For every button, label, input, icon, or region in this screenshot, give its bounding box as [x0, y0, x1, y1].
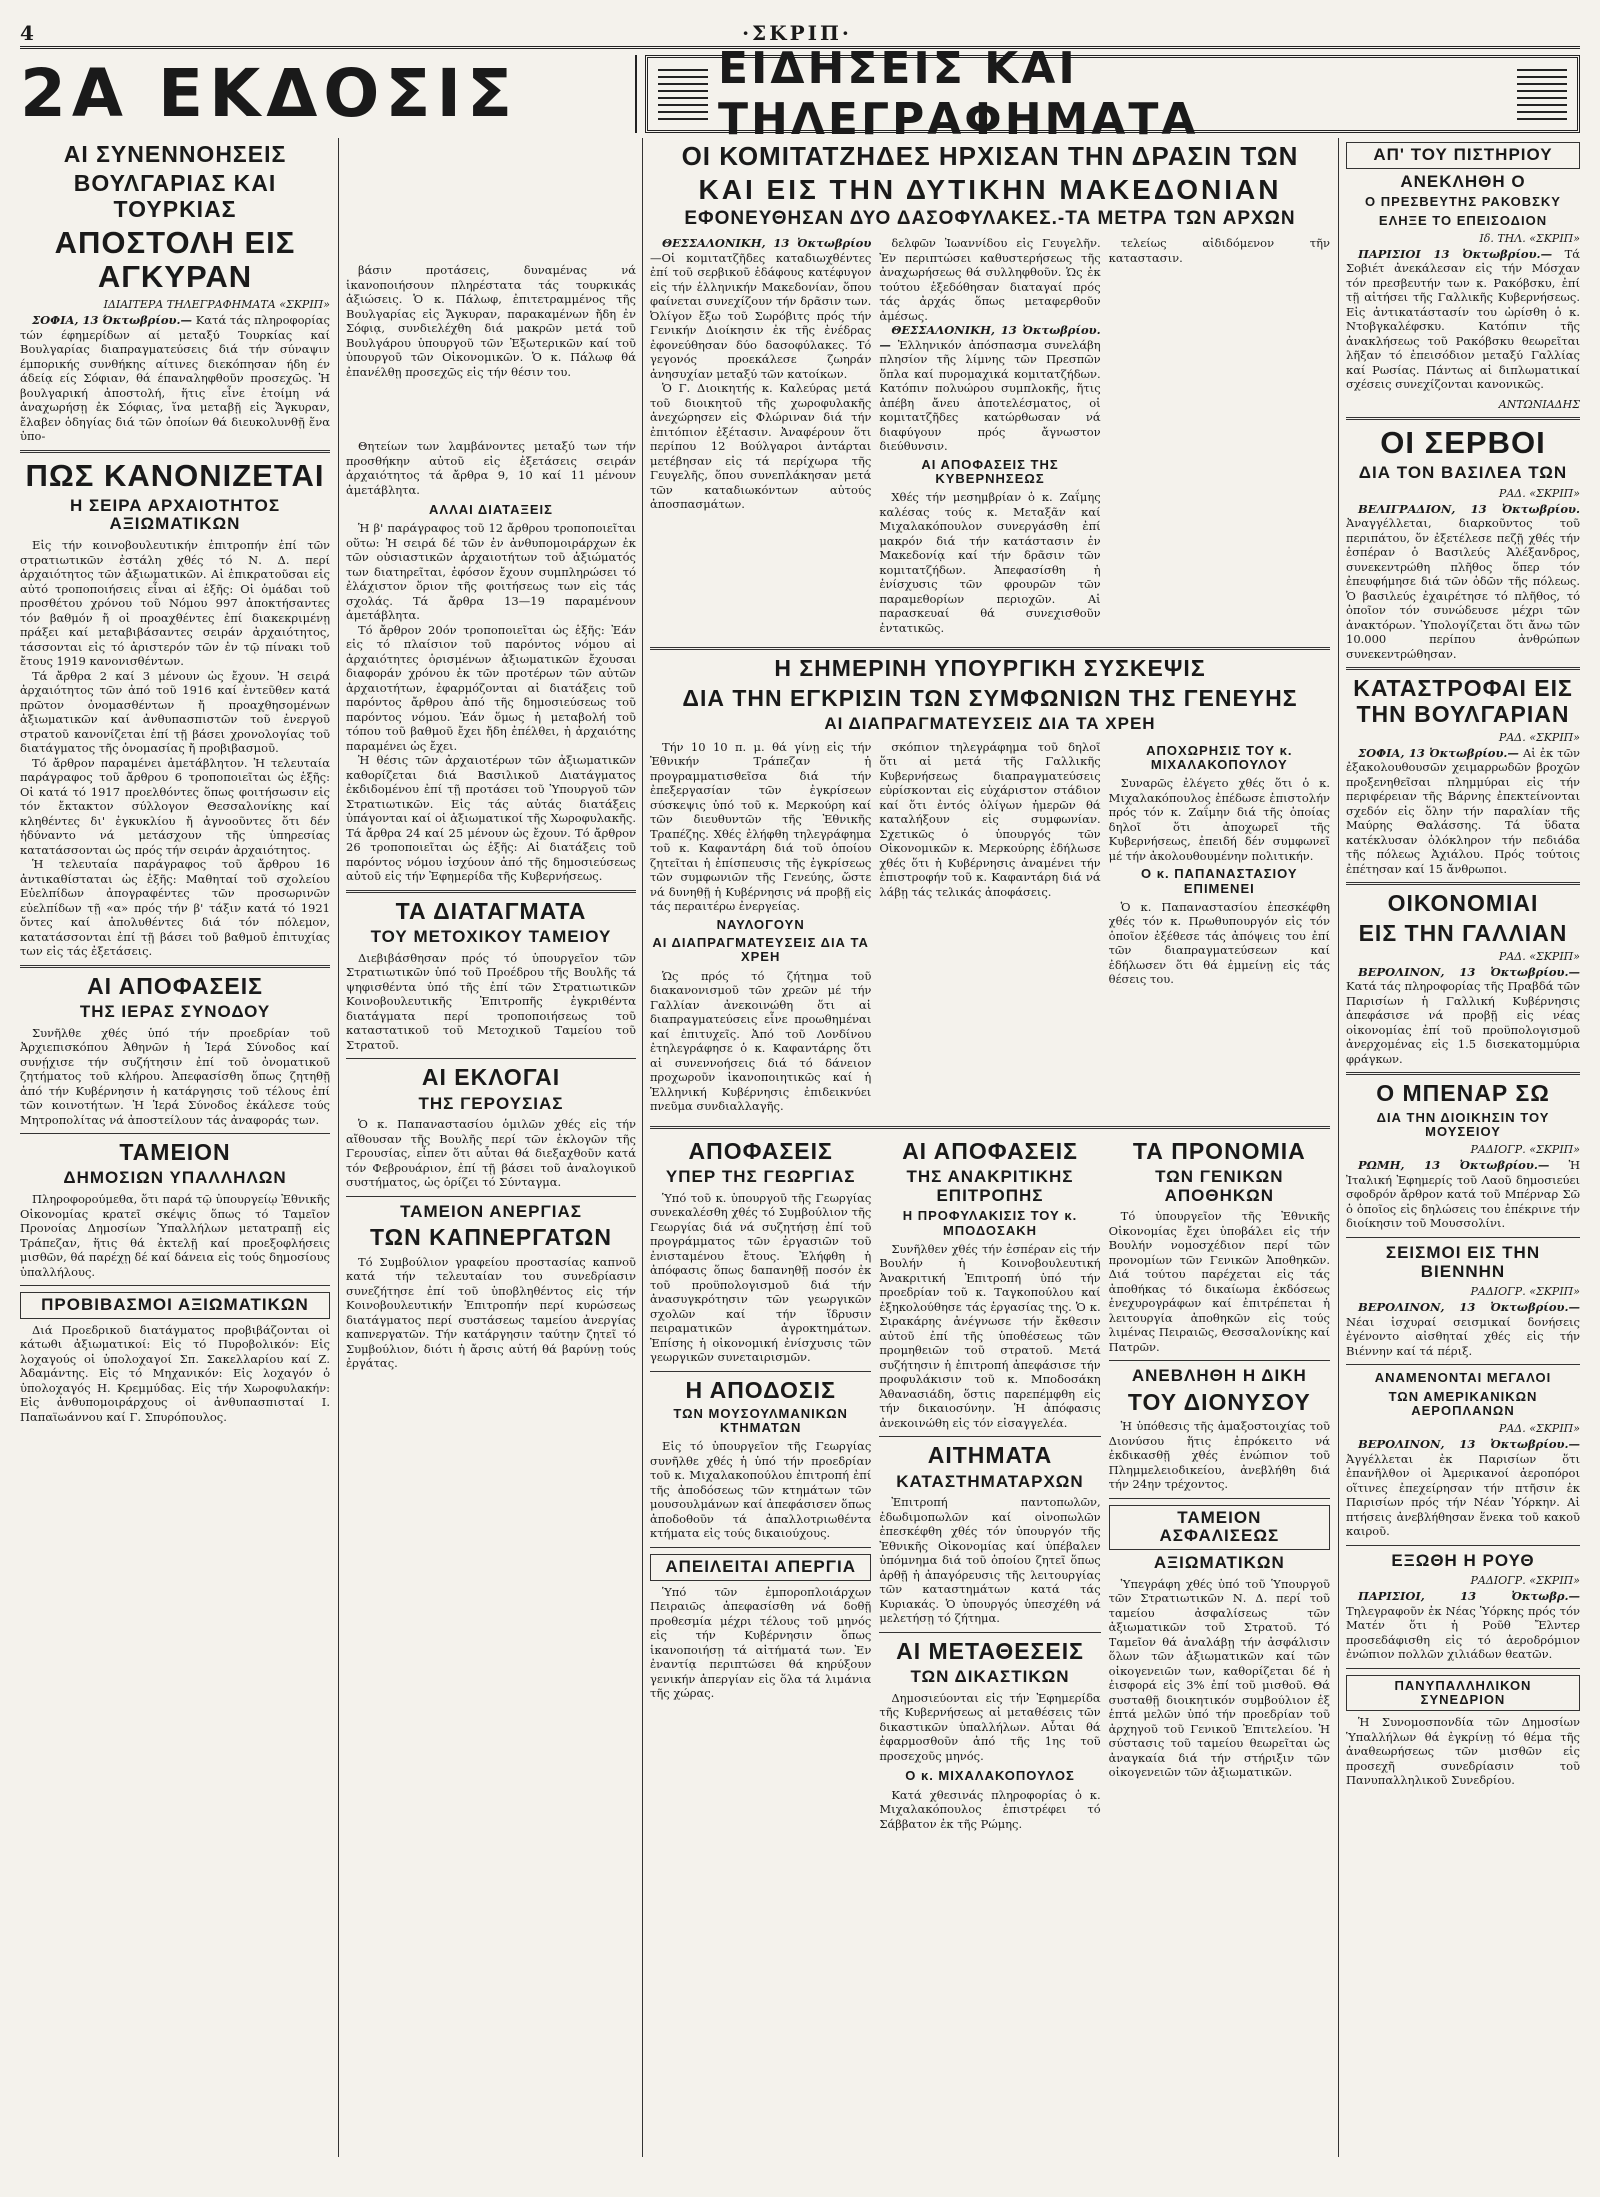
- headline: ΠΡΟΒΙΒΑΣΜΟΙ ΑΞΙΩΜΑΤΙΚΩΝ: [20, 1292, 330, 1319]
- separator: [1346, 1072, 1580, 1075]
- subheadline: Ο κ. ΜΙΧΑΛΑΚΟΠΟΥΛΟΣ: [905, 1768, 1075, 1784]
- article-text: Ἀγγέλλεται ἐκ Παρισίων ὅτι ἐπανῆλθον οἱ Ἀμερικανοί ἀεροπόροι οἵτινες ἐπεχείρησαν τήν πτῆσιν ἐκ Παρισίων πρός τήν Νέαν Ὑόρκην. Αἱ πτήσεις ἀνεβλήθησαν ἕνεκα τοῦ κακοῦ καιροῦ.: [1346, 1451, 1580, 1539]
- article-body: [346, 951, 636, 1053]
- banner-title: ΕΙΔΗΣΕΙΣ ΚΑΙ ΤΗΛΕΓΡΑΦΗΜΑΤΑ: [718, 43, 1199, 145]
- article-text: Συνῆλθε χθές ὑπό τήν προεδρίαν τοῦ Ἀρχιεπισκόπου Ἀθηνῶν ἡ Ἱερά Σύνοδος καί συνῄχισε τήν συζήτησιν ἐπί τοῦ ὀνοματικοῦ ζητήματος τοῦ κλήρου. Ἀπεφασίσθη ὅπως ζητηθῇ ἀπό τήν Κυβέρνησιν ἡ κατάργησις τοῦ τέλους ἐπί τῶν κοινοτήτων. Ἡ Ἱερά Σύνοδος ἐκάλεσε τούς Μητροπολίτας νά ἀποστείλουν τάς ἀναφοράς των.: [20, 1025, 330, 1127]
- column-rule: [1338, 138, 1339, 2157]
- dateline: ΣΟΦΙΑ, 13 Όκτωβρίου.—: [32, 313, 193, 328]
- headline: ΟΙΚΟΝΟΜΙΑΙ: [1387, 890, 1539, 917]
- article-ruth: [1346, 1552, 1580, 1662]
- headline: ΤΗΣ ΑΝΑΚΡΙΤΙΚΗΣ ΕΠΙΤΡΟΠΗΣ: [906, 1166, 1074, 1205]
- article-body: [1109, 740, 1330, 1114]
- headline: Η ΑΠΟΔΟΣΙΣ: [685, 1376, 836, 1403]
- headline: ΑΠΕΙΛΕΙΤΑΙ ΑΠΕΡΓΙΑ: [650, 1554, 871, 1581]
- article-holy-synod: [20, 974, 330, 1127]
- newspaper-page: [20, 20, 1580, 2157]
- separator: [650, 647, 1330, 650]
- article-serbs: [1346, 426, 1580, 661]
- article-text: δελφῶν Ἰωαννίδου εἰς Γευγελῆν. Ἐν περιπτώσει καθυστερήσεως τῆς ἀναχωρήσεως θά συλληφθοῦν. Ὡς ἐκ τούτου ἐξεδόθησαν διαταγαί πρός τάς ἀρχάς ὅπως μεταφερθοῦν ἀμέσως.: [879, 236, 1101, 323]
- article-text: Κατά χθεσινάς πληροφορίας ὁ κ. Μιχαλακόπουλος ἐπιστρέφει τό Σάββατον ἐκ τῆς Ρώμης.: [879, 1787, 1101, 1831]
- headline: ΕΞΩΘΗ Η ΡΟΥΘ: [1391, 1550, 1535, 1570]
- lead-columns: [650, 234, 1330, 641]
- article-text: Διά Προεδρικοῦ διατάγματος προβιβάζονται οἱ κάτωθι ἀξιωματικοί: Εἰς τό Πυροβολικόν: Εἰς λοχαγούς οἱ ὑπολοχαγοί Σπ. Σακελλαρίου καί Ζ. Ἀδαμάντης. Εἰς τό Μηχανικόν: Εἰς λοχαγόν ὁ ὑπολοχαγός Η. Κρεμμύδας. Εἰς τήν Χωροφυλακήν: Εἰς ἀνθυπομοιράρχους οἱ ἀνθυπασπισταί Ι. Παπαϊωάννου καί Γ. Σπυρόπουλος.: [20, 1322, 330, 1424]
- article-body: [879, 1788, 1100, 1832]
- headline: ΑΙ ΔΙΑΠΡΑΓΜΑΤΕΥΣΕΙΣ ΔΙΑ ΤΑ ΧΡΕΗ: [824, 713, 1156, 733]
- article-body: [20, 313, 330, 444]
- headline: ΤΩΝ ΔΙΚΑΣΤΙΚΩΝ: [910, 1667, 1070, 1687]
- credit-line: ΡΑΔ. «ΣΚΡΙΠ»: [1498, 730, 1580, 744]
- article-body: [346, 1255, 636, 1371]
- article-body: [1346, 1300, 1580, 1358]
- article-text: Τά Σοβιέτ ἀνεκάλεσαν εἰς τήν Μόσχαν τόν πρεσβευτήν των κ. Ρακόβσκυ, ἐπί τῇ αἰτήσει τῆς Γαλλικῆς Κυβερνήσεως. Εἰς ἀντικατάστασίν του ὡρίσθη ὁ κ. Ντοβγκαλέφσκυ. Κατόπιν τῆς ἀνακλήσεως τοῦ Ρακόβσκυ θεωρεῖται λῆξαν τό ἐπεισόδιον μεταξύ Γαλλίας καί Ρωσίας. Πάντως αἱ διπλωματικαί σχέσεις συνεχίζονται κανονικῶς.: [1346, 246, 1580, 392]
- column-2: [346, 138, 636, 2157]
- headline: ΤΩΝ ΜΟΥΣΟΥΛΜΑΝΙΚΩΝ ΚΤΗΜΑΤΩΝ: [673, 1405, 848, 1436]
- article-body: [346, 1117, 636, 1190]
- edition-title: 2A ΕΚΔΟΣΙΣ: [20, 55, 637, 133]
- article-text: Τά ἄρθρα 2 καί 3 μένουν ὡς ἔχουν. Ἡ σειρά ἀρχαιότητος τῶν ἀπό τοῦ 1916 καί ἐντεῦθεν κατά πρῶτον ὀνομασθέντων ἤ προαχθησομένων ἀξιωματικῶν καί ἀνθυπασπιστῶν τοῦ ἐνεργοῦ στρατοῦ κανονίζεται ἐπί τῇ βάσει χρονολογίας τοῦ διατάγματος τῆς ὀνομασίας ἤ προβιβασμοῦ.: [20, 668, 330, 756]
- headline: ΥΠΕΡ ΤΗΣ ΓΕΩΡΓΙΑΣ: [665, 1166, 856, 1186]
- separator: [1109, 1360, 1330, 1361]
- headline: ΑΙΤΗΜΑΤΑ: [927, 1442, 1053, 1469]
- article-body: [1346, 1589, 1580, 1662]
- article-body: [20, 1323, 330, 1425]
- article-body: [1346, 1715, 1580, 1788]
- article-text: Ἡ ὑπόθεσις τῆς ἀμαξοστοιχίας τοῦ Διονύσου ἥτις ἐπρόκειτο νά ἐκδικασθῇ χθές ἐνώπιον τοῦ Πλημμελειοδικείου, ἀνεβλήθη διά τήν 24ην τρέχοντος.: [1108, 1419, 1330, 1492]
- headline: ΑΙ ΜΕΤΑΘΕΣΕΙΣ: [896, 1637, 1084, 1664]
- credit-line: ΡΑΔ. «ΣΚΡΙΠ»: [1498, 486, 1580, 500]
- article-unemployment-fund: [346, 1203, 636, 1371]
- separator: [20, 1285, 330, 1286]
- dateline: ΠΑΡΙΣΙΟΙ, 13 Ὀκτωβρ.—: [1358, 1589, 1580, 1604]
- cabinet-columns: [650, 738, 1330, 1120]
- headline: ΤΩΝ ΑΜΕΡΙΚΑΝΙΚΩΝ ΑΕΡΟΠΛΑΝΩΝ: [1388, 1388, 1538, 1418]
- article-text: Τό ἄρθρον 20όν τροποποιεῖται ὡς ἑξῆς: Ἐάν εἰς τό πλαίσιον τοῦ παρόντος νόμου αἱ ἀρχαιότητες ὁρισμένων ἀξιωματικῶν ἔχουσαι διαφοράν χρόνου ἐκ τῶν προτέρων τῶν αὐτῶν ἀρχαιοτήτων, ἐφαρμόζονται αἱ διατάξεις τοῦ παρόντος ἄρθρου ἀπό τῆς δημοσιεύσεως τοῦ παρόντος νόμου. Ἐάν ὅμως ἡ μεταβολή τοῦ τόπου τοῦ βαθμοῦ ἔχει ἤδη ἐπέλθει, ἡ ἀρχαιότης παραμένει ὡς ἔχει.: [346, 622, 636, 753]
- header-row: [20, 43, 1580, 145]
- headline: ΑΝΕΒΛΗΘΗ Η ΔΙΚΗ: [1131, 1366, 1307, 1386]
- article-seniority: [20, 459, 330, 959]
- subheadline: ΑΠΟΧΩΡΗΣΙΣ ΤΟΥ κ. ΜΙΧΑΛΑΚΟΠΟΥΛΟΥ: [1146, 742, 1293, 772]
- separator: [650, 1371, 871, 1372]
- article-text: Εἰς τό ὑπουργεῖον τῆς Γεωργίας συνῆλθε χθές ἡ ὑπό τήν προεδρίαν τοῦ κ. Μιχαλακοπούλου ἐπιτροπή ἐπί τῆς ἀποδόσεως τῶν κτημάτων τῶν μουσουλμάνων καί ἀπεφάσισεν ὅπως ἀποδοθοῦν τά ἀπαλλοτριωθέντα κτήματα εἰς τούς δικαιούχους.: [650, 1439, 872, 1541]
- headline: ΑΞΙΩΜΑΤΙΚΩΝ: [1153, 1553, 1285, 1573]
- article-text: Τήν 10 10 π. μ. θά γίνῃ εἰς τήν Ἐθνικήν Τράπεζαν ἡ προγραμματισθεῖσα διά τήν ἐπεξεργασίαν τῶν ἐγκρίσεων σύσκεψις ὑπό τοῦ κ. Μερκούρη καί τῶν διευθυντῶν τῆς Ἐθνικῆς Τραπέζης. Χθές ἐλήφθη τηλεγράφημα τοῦ κ. Καφαντάρη διά τοῦ ὁποίου ζητεῖται ἡ ἐπίσπευσις τῆς ἐγκρίσεως τῶν συμφωνιῶν τῆς Γενεύης, ὥστε νά δυνηθῇ ἡ Κυβέρνησις νά προβῇ εἰς τάς περαιτέρω ἐνεργείας.: [650, 739, 872, 914]
- separator: [650, 1126, 1330, 1129]
- separator: [650, 1547, 871, 1548]
- page-number: 4: [20, 21, 34, 45]
- headline: ΑΙ ΑΠΟΦΑΣΕΙΣ: [902, 1137, 1078, 1164]
- article-text: —Οἱ κομιτατζῆδες καταδιωχθέντες ἐπί τοῦ σερβικοῦ ἐδάφους κατέφυγον εἰς τήν ἑλληνικήν Μακεδονίαν, ὅπου φαίνεται συνεχίζουν τήν δρᾶσιν των. Ὀλίγον ἔξω τοῦ Σωρόβιτς πρός τήν Γενικήν Διοίκησιν ἐκ τῆς ἐνέδρας ἐφονεύθησαν δύο δασοφύλακες. Τό γεγονός προεκάλεσε ζωηράν ἀνησυχίαν μεταξύ τῶν κατοίκων.: [650, 250, 872, 381]
- headline: ΕΛΗΞΕ ΤΟ ΕΠΕΙΣΟΔΙΟΝ: [1378, 212, 1548, 228]
- article-civil-servants-fund: [20, 1140, 330, 1279]
- article-rakovsky: [1346, 142, 1580, 411]
- article-vienna-quakes: [1346, 1244, 1580, 1358]
- article-body: [879, 1691, 1100, 1764]
- center-col-b: [879, 1135, 1100, 1838]
- article-text: Ἡ θέσις τῶν ἀρχαιοτέρων τῶν ἀξιωματικῶν καθορίζεται διά Βασιλικοῦ Διατάγματος ἐκδιδομένου ἐπί τῇ προτάσει τοῦ Ὑπουργοῦ τῶν Στρατιωτικῶν. Εἰς τάς αὐτάς διατάξεις ὑπάγονται καί οἱ ἀξιωματικοί τῆς Χωροφυλακῆς. Τά ἄρθρα 24 καί 25 μένουν ὡς ἔχουν. Τό ἄρθρον 26 τροποποιεῖται ὡς ἑξῆς: Αἱ διατάξεις τοῦ παρόντος νόμου ἰσχύουν ἀπό τῆς δημοσιεύσεως αὐτοῦ εἰς τήν Ἐφημερίδα τῆς Κυβερνήσεως.: [346, 753, 636, 884]
- subheadline: ΝΑΥΛΟΓΟΥΝ: [716, 916, 805, 932]
- article-text: Τηλεγραφοῦν ἐκ Νέας Ὑόρκης πρός τόν Ματέν ὅτι ἡ Ροῦθ Ἔλντερ προσεδάφισθη εἰς τό ἀεροδρόμιον ἐνώπιον πολλῶν χιλιάδων θεατῶν.: [1346, 1603, 1580, 1662]
- article-text: τελείως αἰδιδόμενον τῆν καταστασιν.: [1108, 236, 1330, 265]
- article-body: [20, 538, 330, 959]
- article-text: Χθές τήν μεσημβρίαν ὁ κ. Ζαΐμης καλέσας τούς κ. Μεταξᾶν καί Μιχαλακόπουλον συνεργάσθη ἐπί μακρόν διά τήν κατάστασιν ἐν Μακεδονίᾳ καί τήν δρᾶσιν τῶν κομιτατζήδων. Ἀπεφασίσθη ἡ ἐνίσχυσις τῶν φρουρῶν τῶν παραμεθορίων περιοχῶν. Αἱ παρασκευαί θά συνεχισθοῦν ἐντατικῶς.: [879, 490, 1101, 635]
- article-text: Κατά τάς πληροφορίας τών έφημερίδων αί μεταξύ Τουρκίας καί Βουλγαρίας διαπραγματεύσεις διά τήν σύναψιν έμπορικής συνθήκης αίτινες διεκόπησαν ήδη έν άδείᾳ είς Σόφιαν, θά έπαναληφθοῦν προσεχῶς. Ἡ βουλγαρική ἀποστολή, ἥτις εἶνε ἑτοίμη νά ἀναχωρήσῃ ἐκ Σόφιας, ἵνα μεταβῇ εἰς Ἄγκυραν, ἔλαβεν ὁδηγίας διά τῶν ὁποίων θά διευκολυνθῇ ἕνα ὑπο-: [20, 313, 330, 444]
- credit-line: ΡΑΔΙΟΓΡ. «ΣΚΡΙΠ»: [1470, 1574, 1580, 1588]
- separator: [879, 1436, 1100, 1437]
- banner-rule-right: [1517, 68, 1567, 120]
- headline: ΠΩΣ ΚΑΝΟΝΙΖΕΤΑΙ: [25, 457, 325, 493]
- article-body: [1346, 1158, 1580, 1231]
- headline: ΤΑΜΕΙΟΝ ΑΣΦΑΛΙΣΕΩΣ: [1109, 1505, 1330, 1550]
- columns: [20, 138, 1580, 2157]
- article-body: [650, 236, 871, 635]
- separator: [1346, 1364, 1580, 1365]
- credit-line: ΡΑΔ. «ΣΚΡΙΠ»: [1498, 949, 1580, 963]
- article-body: [346, 521, 636, 884]
- article-text: Νέαι ἰσχυραί σεισμικαί δονήσεις ἐγένοντο αἰσθηταί χθές εἰς τήν Βιέννην καί τά πέριξ.: [1346, 1314, 1580, 1358]
- separator: [346, 1196, 636, 1197]
- headline: Ο ΠΡΕΣΒΕΥΤΗΣ ΡΑΚΟΒΣΚΥ: [1365, 194, 1561, 210]
- separator: [346, 1058, 636, 1059]
- article-text: Συνῆλθεν χθές τήν ἑσπέραν εἰς τήν Βουλήν ἡ Κοινοβουλευτική Ἀνακριτική Ἐπιτροπή ὑπό τήν προεδρίαν τοῦ κ. Ταγκοπούλου καί ἐξηκολούθησε τάς ἐργασίας της. Ὁ κ. Σιρακάρης ἀνέγνωσε τήν ἔκθεσιν αὐτοῦ ἐπί τῆς ὑποθέσεως τῶν προμηθειῶν τοῦ στρατοῦ. Μετά συζήτησιν ἡ ἐπιτροπή ἀπεφάσισε τήν προφυλάκισιν τοῦ κ. Μποδοσάκη Ἀθανασιάδη, ὅστις παρεπέμφθη εἰς τήν δικαιοσύνην. Ἡ ἀπόφασις ἀνεκοινώθη εἰς τόν εἰσαγγελέα.: [879, 1241, 1101, 1430]
- headline: ΤΑΜΕΙΟΝ: [119, 1139, 231, 1166]
- article-body: [1109, 1419, 1330, 1492]
- headline: ΤΟΥ ΜΕΤΟΧΙΚΟΥ ΤΑΜΕΙΟΥ: [370, 927, 612, 947]
- dateline: ΒΕΡΟΛΙΝΟΝ, 13 Ὀκτωβρίου.—: [1358, 964, 1580, 979]
- article-text: Τό Συμβούλιον γραφείου προστασίας καπνοῦ κατά τήν τελευταίαν του συνεδρίασιν συνεζήτησε ἐπί τοῦ ὑποβληθέντος εἰς τήν Κοινοβουλευτικήν Ἐπιτροπήν περί κυρώσεως διατάγματος περί συστάσεως ταμείου ἀνεργίας καπνεργατῶν. Τήν κατάργησιν ταύτην ζητεῖ τό Συμβούλιον, διότι ἡ ἄρσις αὐτή θά βαρύνῃ τούς ἐργάτας.: [346, 1254, 636, 1371]
- article-promotions: [20, 1292, 330, 1424]
- headline: ΑΙ ΕΚΛΟΓΑΙ: [421, 1064, 561, 1091]
- headline: ΟΙ ΚΟΜΙΤΑΤΖΗΔΕΣ ΗΡΧΙΣΑΝ ΤΗΝ ΔΡΑΣΙΝ ΤΩΝ: [681, 141, 1299, 171]
- headline: Η ΣΕΙΡΑ ΑΡΧΑΙΟΤΗΤΟΣ ΑΞΙΩΜΑΤΙΚΩΝ: [69, 495, 281, 534]
- signature: ΑΝΤΩΝΙΑΔΗΣ: [1498, 397, 1580, 411]
- article-body: [1109, 1577, 1330, 1780]
- article-body: [879, 1495, 1100, 1626]
- headline: ΑΝΑΜΕΝΟΝΤΑΙ ΜΕΓΑΛΟΙ: [1374, 1370, 1552, 1386]
- center-section: [650, 138, 1330, 2157]
- headline: Ο ΜΠΕΝΑΡ ΣΩ: [1376, 1080, 1550, 1107]
- article-american-planes: [1346, 1371, 1580, 1538]
- article-body: [1346, 746, 1580, 877]
- article-text: Δημοσιεύονται εἰς τήν Ἐφημερίδα τῆς Κυβερνήσεως αἱ μεταθέσεις τῶν δικαστικῶν ὑπαλλήλων. Αὗται θά ἐφαρμοσθοῦν ἀπό τῆς 1ης τοῦ προσεχοῦς μηνός.: [879, 1690, 1101, 1763]
- masthead: ·ΣΚΡΙΠ·: [742, 21, 852, 45]
- subheadline: Ο κ. ΠΑΠΑΝΑΣΤΑΣΙΟΥ ΕΠΙΜΕΝΕΙ: [1141, 866, 1298, 896]
- article-body: [650, 740, 871, 1114]
- headline: ΔΗΜΟΣΙΩΝ ΥΠΑΛΛΗΛΩΝ: [63, 1168, 287, 1188]
- credit-line: ΡΑΔΙΟΓΡ. «ΣΚΡΙΠ»: [1470, 1143, 1580, 1157]
- separator: [879, 1632, 1100, 1633]
- lower-center-columns: [650, 1135, 1330, 1838]
- column-rule: [642, 138, 643, 2157]
- dateline: ΒΕΡΟΛΙΝΟΝ, 13 Ὀκτωβρίου.—: [1358, 1300, 1580, 1315]
- credit-line: Ιδ. ΤΗΛ. «ΣΚΡΙΠ»: [1479, 231, 1580, 245]
- article-senate-elections: [346, 1065, 636, 1189]
- article-body: [20, 1192, 330, 1279]
- article-body: [1346, 502, 1580, 662]
- article-text: Ἡ Ἰταλική Ἐφημερίς τοῦ Λαοῦ δημοσιεύει σφοδρόν ἄρθρον κατά τοῦ Μπέρναρ Σῶ ὁ ὁποῖος εἰς δηλώσεις του ἐπέκρινε τήν διοίκησιν τοῦ Μουσσολίνι.: [1346, 1158, 1580, 1231]
- headline: ΚΑΙ ΕΙΣ ΤΗΝ ΔΥΤΙΚΗΝ ΜΑΚΕΔΟΝΙΑΝ: [698, 173, 1282, 205]
- headline: Η ΠΡΟΦΥΛΑΚΙΣΙΣ ΤΟΥ κ. ΜΠΟΔΟΣΑΚΗ: [902, 1208, 1078, 1238]
- article-text: Ἡ τελευταία παράγραφος τοῦ ἄρθρου 16 ἀντικαθίσταται ὡς ἑξῆς: Μαθηταί τοῦ σχολείου Εὐελπίδων ἀπογραφέντες τῶν προσωρινῶν εὐελπίδων τῇ «α» πρός τήν β' τάξιν κατά τό 1921 ὄντες καί ἀπολυθέντες διά τόν πόλεμον, κατατάσσονται ἐπί τῇ βάσει τοῦ βαθμοῦ ἐπιτυχίας των εἰς τάς ἐξετάσεις.: [20, 857, 330, 959]
- article-text: Ἑλληνικόν ἀπόσπασμα συνελάβη πλησίον τῆς λίμνης τῶν Πρεσπῶν ὅπλα καί πυρομαχικά κομιτατζήδων. Κατόπιν πολυώρου συμπλοκῆς, ἥτις ἀπέβη ἄνευ ἀποτελέσματος, οἱ κομιτατζῆδες κατώρθωσαν νά διαφύγουν πρός ἄγνωστον διεύθυνσιν.: [879, 337, 1101, 454]
- dateline: ΠΑΡΙΣΙΟΙ 13 Ὀκτωβρίου.—: [1358, 246, 1553, 261]
- article-continuation: [346, 439, 636, 497]
- dateline: ΡΩΜΗ, 13 Ὀκτωβρίου.—: [1358, 1158, 1550, 1173]
- headline: ΤΩΝ ΓΕΝΙΚΩΝ ΑΠΟΘΗΚΩΝ: [1155, 1166, 1284, 1205]
- article-text: Κατά τάς πληροφορίας τῆς Πραβδά τῶν Παρισίων ἡ Γαλλική Κυβέρνησις ἀπεφάσισε νά προβῇ εἰς νέας οἰκονομίας ἐπί τοῦ προϋπολογισμοῦ ἀνερχομένας εἰς 1.5 δισεκατομμύρια φράγκων.: [1346, 979, 1580, 1066]
- article-body: [650, 1191, 871, 1365]
- headline: ΔΙΑ ΤΗΝ ΔΙΟΙΚΗΣΙΝ ΤΟΥ ΜΟΥΣΕΙΟΥ: [1376, 1109, 1550, 1140]
- article-body: [1109, 236, 1330, 635]
- center-col-c: [1109, 1135, 1330, 1838]
- headline: ΕΦΟΝΕΥΘΗΣΑΝ ΔΥΟ ΔΑΣΟΦΥΛΑΚΕΣ.-ΤΑ ΜΕΤΡΑ ΤΩΝ ΑΡΧΩΝ: [684, 208, 1296, 230]
- article-text: Τό ἄρθρον παραμένει ἀμετάβλητον. Ἡ τελευταία παράγραφος τοῦ ἄρθρου 6 τροποποιεῖται ὡς ἑξῆς: Οἱ κατά τό 1917 προελθόντες ὅπως φοιτήσωσιν εἰς τόν ἔκτακτον σύλλογον Θεσσαλονίκης καί κληθέντες δι' ἐγκυκλίου ἤ ἀγνοοῦντες ὅτι δέν ἠδύναντο νά μετάσχουν τῆς ὑπηρεσίας κατατάσσονται ὡς πρός τήν σειράν ἀρχαιότητος.: [20, 755, 330, 857]
- headline: Η ΣΗΜΕΡΙΝΗ ΥΠΟΥΡΓΙΚΗ ΣΥΣΚΕΨΙΣ: [774, 655, 1206, 682]
- headline: ΤΩΝ ΚΑΠΝΕΡΓΑΤΩΝ: [370, 1224, 612, 1251]
- article-bulgaria-floods: [1346, 676, 1580, 876]
- headline: ΑΠΟΣΤΟΛΗ ΕΙΣ ΑΓΚΥΡΑΝ: [54, 224, 296, 294]
- article-continuation: [346, 263, 636, 379]
- separator: [20, 450, 330, 453]
- headline: ΕΙΣ ΤΗΝ ΓΑΛΛΙΑΝ: [1358, 919, 1568, 946]
- separator: [1346, 1545, 1580, 1546]
- article-body: [1346, 965, 1580, 1067]
- headline: ΔΙΑ ΤΗΝ ΕΓΚΡΙΣΙΝ ΤΩΝ ΣΥΜΦΩΝΙΩΝ ΤΗΣ ΓΕΝΕΥΗΣ: [682, 684, 1298, 711]
- headline: ΤΟΥ ΔΙΟΝΥΣΟΥ: [1127, 1388, 1311, 1415]
- article-bulgaria-turkey: [20, 142, 330, 444]
- article-decrees: [346, 899, 636, 1052]
- separator: [1346, 882, 1580, 885]
- article-body: [1346, 1437, 1580, 1539]
- banner-rule-left: [658, 68, 708, 120]
- headline: ΤΗΣ ΙΕΡΑΣ ΣΥΝΟΔΟΥ: [79, 1001, 271, 1021]
- headline: ΔΙΑ ΤΟΝ ΒΑΣΙΛΕΑ ΤΩΝ: [1358, 463, 1568, 483]
- article-body: [879, 1242, 1100, 1431]
- article-text: Ὑπό τῶν ἐμποροπλοιάρχων Πειραιῶς ἀπεφασίσθη νά δοθῇ προθεσμία μέχρι τέλους τοῦ μηνός εἰς τήν Κυβέρνησιν ὅπως ἱκανοποιήσῃ τά αἰτήματά των. Ἐν ἐναντίᾳ περιπτώσει θά κηρύξουν γενικήν ἀπεργίαν εἰς ὅλα τά λιμάνια τῆς χώρας.: [650, 1584, 872, 1701]
- article-text: Ἐπιτροπή παντοπωλῶν, ἐδωδιμοπωλῶν καί οἰνοπωλῶν ἐπεσκέφθη χθές τόν ὑπουργόν τῆς Ἐθνικῆς Οἰκονομίας καί ὑπέβαλεν ὑπόμνημα διά τοῦ ὁποίου ζητεῖ ὅπως ἀρθῇ ἡ ἀπαγόρευσις τῆς λειτουργίας τῶν καταστημάτων κατά τάς Κυριακάς. Ὁ ὑπουργός ὑπεσχέθη νά μελετήσῃ τό ζήτημα.: [879, 1495, 1101, 1626]
- subheadline: ΑΙ ΔΙΑΠΡΑΓΜΑΤΕΥΣΕΙΣ ΔΙΑ ΤΑ ΧΡΕΗ: [652, 934, 869, 965]
- article-text: Πληροφορούμεθα, ὅτι παρά τῷ ὑπουργείῳ Ἐθνικῆς Οἰκονομίας κρατεῖ σκέψις ὅπως τό Ταμεῖον Προνοίας Δημοσίων Ὑπαλλήλων μετατραπῇ εἰς Τράπεζαν, ἥτις θά ἐκτελῇ καί προεξοφλήσεις μισθῶν, θά παρέχῃ δέ καί δάνεια εἰς τούς δημοσίους ὑπαλλήλους.: [20, 1192, 330, 1279]
- headline: ΑΠΟΦΑΣΕΙΣ: [688, 1137, 833, 1164]
- article-bernard-shaw: [1346, 1081, 1580, 1230]
- article-body: [650, 1585, 871, 1701]
- headline: ΤΑ ΠΡΟΝΟΜΙΑ: [1132, 1137, 1306, 1164]
- article-congress: [1346, 1675, 1580, 1788]
- headline: ΟΙ ΣΕΡΒΟΙ: [1380, 424, 1546, 460]
- separator: [1346, 417, 1580, 420]
- dateline: ΒΕΡΟΛΙΝΟΝ, 13 Ὀκτωβρίου.—: [1358, 1437, 1580, 1452]
- article-france-economies: [1346, 891, 1580, 1066]
- headline: ΑΠ' ΤΟΥ ΠΙΣΤΗΡΙΟΥ: [1346, 142, 1580, 169]
- headline: ΑΙ ΣΥΝΕΝΝΟΗΣΕΙΣ: [63, 141, 287, 167]
- dateline: ΣΟΦΙΑ, 13 Ὀκτωβρίου.—: [1358, 745, 1519, 760]
- headline: ΑΝΕΚΛΗΘΗ Ο: [1400, 171, 1526, 191]
- separator: [1346, 667, 1580, 670]
- separator: [346, 890, 636, 893]
- headline: ΤΑΜΕΙΟΝ ΑΝΕΡΓΙΑΣ: [400, 1201, 582, 1221]
- headline: ΚΑΤΑΣΤΗΜΑΤΑΡΧΩΝ: [896, 1471, 1084, 1491]
- article-cabinet-meeting: [650, 656, 1330, 1119]
- separator: [1109, 1498, 1330, 1499]
- article-text: Ἀναγγέλλεται, διαρκοῦντος τοῦ περιπάτου, ὅν ἐξετέλεσε πεζῇ χθές τήν ἑσπέραν ὁ Βασιλεύς Ἀλέξανδρος, συνεκεντρώθη πλῆθος ὅπερ τόν ἐπευφήμησε διά τῶν ὁδῶν τῆς πόλεως. Ὁ βασιλεύς ἐχαιρέτησε τό πλῆθος, τό ὁποῖον τόν συνώδευσε μέχρι τῶν ἀνακτόρων. Ὑπολογίζεται ὅτι ἄνω τῶν 10.000 περίπου ἀνθρώπων συνεκεντρώθησαν.: [1346, 516, 1580, 661]
- article-text: Ὁ Γ. Διοικητής κ. Καλεύρας μετά τοῦ διοικητοῦ τῆς χωροφυλακῆς ἀνεχώρησεν εἰς Φλώριναν διά τήν ἐπιτόπιον ἐξέτασιν. Ἀναφέρουν ὅτι περίπου 12 Βούλγαροι ἀντάρται μετέβησαν εἰς τά περίχωρα τῆς Γευγελῆς, ὅπου συνεπλάκησαν μετά τῶν καταδιωκόντων αὐτούς ἀποσπασμάτων.: [650, 381, 872, 512]
- article-text: Θητείων των λαμβάνοντες μεταξύ των τήν προσθήκην αὐτοῦ εἰς ἐξετάσεις σειράν ἀρχαιότητος τά ἄρθρα 9, 10 καί 11 μένουν ἀμετάβλητα.: [346, 439, 636, 497]
- credit-line: ΡΑΔ. «ΣΚΡΙΠ»: [1498, 1422, 1580, 1436]
- article-text: σκόπιον τηλεγράφημα τοῦ δηλοῖ ὅτι αἱ μετά τῆς Γαλλικῆς Κυβερνήσεως διαπραγματεύσεις εὑρίσκονται εἰς εὐχάριστον στάδιον καί ὅτι ἐντός ὀλίγων ἡμερῶν θά καταλήξουν εἰς συμφωνίαν. Σχετικῶς ὁ ὑπουργός τῶν Οἰκονομικῶν κ. Μερκούρης ἐδήλωσε χθές ὅτι ἡ Κυβέρνησις ἀναμένει τήν ἐπιστροφήν τοῦ κ. Καφαντάρη διά νά λάβῃ τάς τελικάς ἀποφάσεις.: [879, 739, 1101, 899]
- article-body: [1346, 247, 1580, 392]
- headline: ΑΙ ΑΠΟΦΑΣΕΙΣ: [87, 972, 263, 999]
- separator: [20, 965, 330, 968]
- credit-line: ΡΑΔΙΟΓΡ. «ΣΚΡΙΠ»: [1470, 1285, 1580, 1299]
- separator: [1346, 1237, 1580, 1238]
- article-text: Ὡς πρός τό ζήτημα τοῦ διακανονισμοῦ τῶν χρεῶν μέ τήν Γαλλίαν ἀνεκοινώθη ὅτι αἱ διαπραγματεύσεις εἶνε προωθημέναι καί ἐπιτυχεῖς. Ἀπό τοῦ Λονδίνου ἐτηλεγράφησε ὁ κ. Καφαντάρης ὅτι αἱ συνεννοήσεις διά τό δάνειον προχωροῦν ἱκανοποιητικῶς καί ἡ Ἑλληνική Κυβέρνησις ἐπιδεικνύει πνεῦμα συνδιαλλαγῆς.: [650, 968, 872, 1114]
- article-body: [879, 740, 1100, 1114]
- headline: ΤΑ ΔΙΑΤΑΓΜΑΤΑ: [395, 897, 587, 924]
- headline: ΤΗΣ ΓΕΡΟΥΣΙΑΣ: [418, 1093, 564, 1113]
- article-body: [1109, 1209, 1330, 1354]
- dateline: ΘΕΣΣΑΛΟΝΙΚΗ, 13 Ὀκτωβρίου.—: [879, 323, 1101, 352]
- separator: [1346, 1668, 1580, 1669]
- article-text: Αἱ ἐκ τῶν ἐξακολουθουσῶν χειμαρρωδῶν βροχῶν προξενηθεῖσαι πλημμύραι εἰς τήν περιφέρειαν τῆς Βάρνης ἐπεκτείνονται σχεδόν εἰς ὅλην τήν παραλίαν τῆς Μαύρης Θαλάσσης. Τά ὕδατα κατέκλυσαν ὁλόκληρον τήν πεδιάδα τῆς πόλεως Ἀχιάλου. Πρός τούτοις ἐπέτησαν καί 15 ἄνθρωποι.: [1346, 745, 1580, 876]
- dateline: ΘΕΣΣΑΛΟΝΙΚΗ, 13 Ὀκτωβρίου: [662, 236, 872, 251]
- article-text: Εἰς τήν κοινοβουλευτικήν ἐπιτροπήν ἐπί τῶν στρατιωτικῶν ἐστάλη χθές τό Ν. Δ. περί ἀρχαιότητος τῶν ἀξιωματικῶν. Αἱ ἐπικρατοῦσαι εἰς αὐτό τροποποιήσεις εἶναι αἱ ἑξῆς: Οἱ ὁμάδαι τοῦ προσθέτου χρόνου τοῦ Νόμου 997 ἀποκτήσαντες τόν βαθμόν ἤ οἱ προαχθέντες ἐπί διακεκριμένῃ πράξει καί μεταβιβάσαντες σειράν ἀρχαιότητος, τάσσονται εἰς τό ἀριστερόν τῶν ἐν τῷ πίνακι τοῦ ἔτους 1919 κανονισθέντων.: [20, 538, 330, 669]
- article-text: Ὑπό τοῦ κ. ὑπουργοῦ τῆς Γεωργίας συνεκαλέσθη χθές τό Συμβούλιον τῆς Γεωργίας διά νά συζητήσῃ ἐπί τοῦ προγράμματος τῶν ἐργασιῶν τοῦ ἐνισταμένου ἔτους. Ἐλήφθη ἡ ἀπόφασις ὅπως δαπανηθῇ ποσόν ἐκ τοῦ προϋπολογισμοῦ διά τήν ἀνασυγκρότησιν τῶν γεωργικῶν σχολῶν καί τήν ἵδρυσιν πειραματικῶν ἀγροκτημάτων. Ἐπίσης ἡ οἰκονομική ἐνίσχυσις τῶν γεωργικῶν συνεταιρισμῶν.: [650, 1190, 872, 1365]
- article-text: Διεβιβάσθησαν πρός τό ὑπουργεῖον τῶν Στρατιωτικῶν ὑπό τοῦ Προέδρου τῆς Βουλῆς τά ψηφισθέντα ὑπό τῆς ἐπί τῶν Στρατιωτικῶν Κοινοβουλευτικῆς Ἐπιτροπῆς ἐγκριθέντα διατάγματα περί τροποποιήσεως τοῦ καταστατικοῦ τοῦ Μετοχικοῦ Ταμείου τοῦ Στρατοῦ.: [346, 950, 636, 1052]
- article-body: [20, 1026, 330, 1128]
- article-komitadjis: [650, 142, 1330, 641]
- article-text: Ὁ κ. Παπαναστασίου ἐπεσκέφθη χθές τόν κ. Πρωθυπουργόν εἰς τόν ὁποῖον ἐξέθεσε τάς ἀπόψεις του ἐπί τῶν διαπραγματεύσεων καί ἐδήλωσεν ὅτι θά ἐμμείνῃ εἰς τάς θέσεις του.: [1108, 899, 1330, 987]
- article-text: Ὑπεγράφη χθές ὑπό τοῦ Ὑπουργοῦ τῶν Στρατιωτικῶν Ν. Δ. περί τοῦ ταμείου ἀσφαλίσεως τῶν ἀξιωματικῶν τοῦ Στρατοῦ. Τό Ταμεῖον θά ἀναλάβῃ τήν ἀσφάλισιν ὅλων τῶν ἀξιωματικῶν καί τῶν οἰκογενειῶν των, καθορίζεται δέ ἡ ἐισφορά εἰς 3% ἐπί τοῦ μισθοῦ. Θά συσταθῇ διοικητικόν συμβούλιον ἐξ ἑπτά μελῶν ὑπό τήν προεδρίαν τοῦ ἀρχηγοῦ τοῦ Γενικοῦ Ἐπιτελείου. Ἡ σύστασις τοῦ ταμείου θεωρεῖται ὡς ἀναγκαία διά τήν στήριξιν τῶν οἰκογενειῶν τῶν ἀξιωματικῶν.: [1108, 1576, 1330, 1780]
- article-text: Ἡ β' παράγραφος τοῦ 12 ἄρθρου τροποποιεῖται οὕτω: Ἡ σειρά δέ τῶν ἐν ἀνθυπομοιράρχων ἐκ τῶν οὐσιαστικῶν ἀρχαιοτήτων τοῦ ἀξιώματός των διατηρεῖται, ἐφόσον ἔχουν συμπληρώσει τό ἐλάχιστον ὅριον τῆς φοιτήσεως των εἰς τάς σχολάς. Τά ἄρθρα 13—19 παραμένουν ἀμετάβλητα.: [346, 521, 636, 623]
- column-rule: [338, 138, 339, 2157]
- subheadline: ΑΛΛΑΙ ΔΙΑΤΑΞΕΙΣ: [429, 502, 553, 517]
- dateline: ΒΕΛΙΓΡΑΔΙΟΝ, 13 Ὀκτωβρίου.: [1358, 501, 1580, 516]
- separator: [20, 1133, 330, 1134]
- banner: [645, 43, 1580, 145]
- headline: ΒΟΥΛΓΑΡΙΑΣ ΚΑΙ ΤΟΥΡΚΙΑΣ: [73, 170, 277, 222]
- article-text: Τό ὑπουργεῖον τῆς Ἐθνικῆς Οἰκονομίας ἔχει ὑποβάλει εἰς τήν Βουλήν νομοσχέδιον περί τῶν προνομίων τῶν Γενικῶν Ἀποθηκῶν. Διά τούτου παρέχεται εἰς τάς ἀποθήκας τό δικαίωμα ἐκδόσεως ἐνεχυρογράφων καί ἐπιτρέπεται ἡ λειτουργία ἀποθηκῶν εἰς τούς λιμένας Πειραιῶς, Θεσσαλονίκης καί Πατρῶν.: [1108, 1209, 1330, 1354]
- article-body: [879, 236, 1100, 635]
- article-text: Ἡ Συνομοσπονδία τῶν Δημοσίων Ὑπαλλήλων θά ἐγκρίνῃ τό θέμα τῆς ἀναθεωρήσεως τῶν μισθῶν εἰς προσεχῆ συνεδρίασιν τοῦ Πανυπαλληλικοῦ Συνεδρίου.: [1346, 1715, 1580, 1788]
- headline: ΠΑΝΥΠΑΛΛΗΛΙΚΟΝ ΣΥΝΕΔΡΙΟΝ: [1346, 1675, 1580, 1712]
- credit-line: ΙΔΙΑΙΤΕΡΑ ΤΗΛΕΓΡΑΦΗΜΑΤΑ «ΣΚΡΙΠ»: [103, 298, 330, 312]
- headline: ΚΑΤΑΣΤΡΟΦΑΙ ΕΙΣ ΤΗΝ ΒΟΥΛΓΑΡΙΑΝ: [1353, 675, 1573, 727]
- article-text: βάσιν προτάσεις, δυναμένας νά ἱκανοποιήσουν πληρέστατα τάς τουρκικάς ἀξιώσεις. Ὁ κ. Πάλωφ, ἐπιτετραμμένος τῆς Βουλγαρίας εἰς Ἄγκυραν, παρακαμένων ἤδη ἐν Σόφιᾳ, συνδιελέχθη διά μακρῶν μετά τοῦ Βουλγάρου ὑπουργοῦ τῶν Ἐξωτερικῶν καί τοῦ ὑπουργοῦ τῶν Οἰκονομικῶν. Ὁ κ. Πάλωφ θά ἐπανέλθῃ προσεχῶς εἰς τήν θέσιν του.: [346, 263, 636, 379]
- column-1: [20, 138, 330, 2157]
- subheadline: ΑΙ ΑΠΟΦΑΣΕΙΣ ΤΗΣ ΚΥΒΕΡΝΗΣΕΩΣ: [921, 456, 1059, 487]
- article-text: Συναρῶς ἐλέγετο χθές ὅτι ὁ κ. Μιχαλακόπουλος ἐπέδωσε ἐπιστολήν πρός τόν κ. Ζαΐμην διά τῆς ὁποίας δηλοῖ ὅτι ἀποχωρεῖ τῆς Κυβερνήσεως, ἐπειδή δέν συμφωνεῖ μέ τήν ἀκολουθουμένην πολιτικήν.: [1108, 776, 1330, 863]
- center-col-a: [650, 1135, 871, 1838]
- column-6: [1346, 138, 1580, 2157]
- article-body: [650, 1439, 871, 1541]
- article-text: Ὁ κ. Παπαναστασίου ὁμιλῶν χθές εἰς τήν αἴθουσαν τῆς Βουλῆς περί τῶν ἐκλογῶν τῆς Γερουσίας, εἶπεν ὅτι αὗται θά διεξαχθοῦν κατά τόν Φεβρουάριον, ἐπί τῇ βάσει τοῦ ἀναλογικοῦ συστήματος, ὡς ὁρίζει τό Σύνταγμα.: [346, 1117, 636, 1190]
- headline: ΣΕΙΣΜΟΙ ΕΙΣ ΤΗΝ ΒΙΕΝΝΗΝ: [1385, 1242, 1541, 1281]
